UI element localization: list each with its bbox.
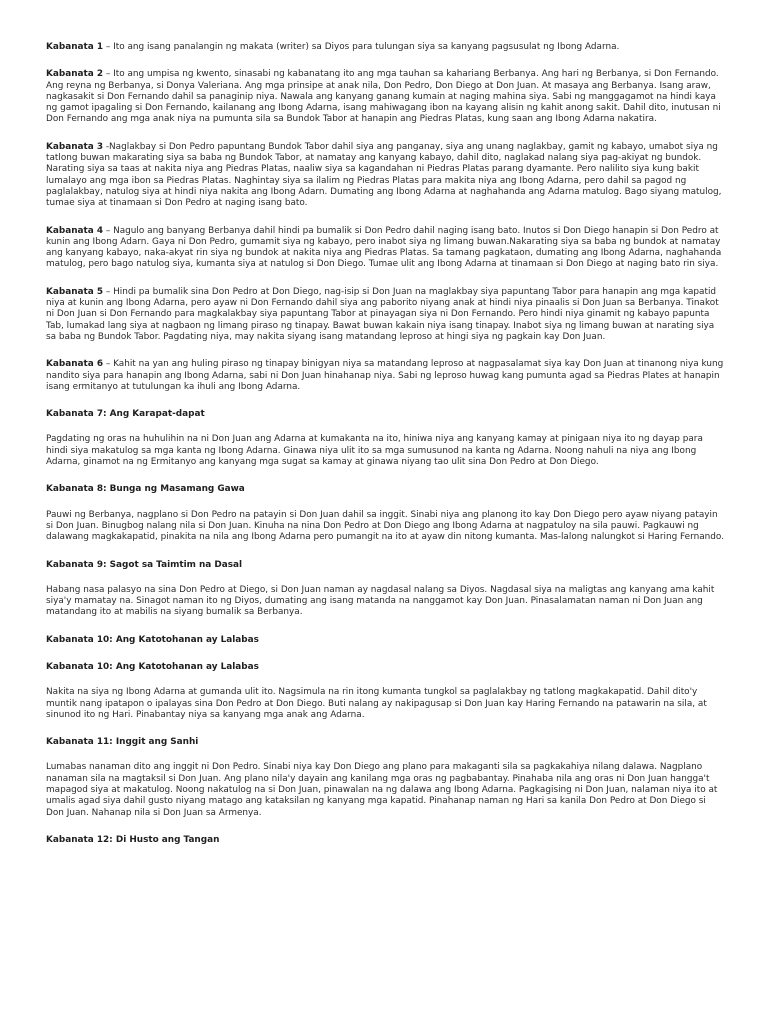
paragraph-text: – Ito ang umpisa ng kwento, sinasabi ng kabanatang ito ang mga tauhan sa kahariang Berbanya. Ang hari ng Berbanya, si Don Fernando. Ang reyna ng Berbanya, si Donya Valeriana. Ang mga prinsipe at anak nila, Don Pedro, Don Diego at Don Juan. At masaya ang Berbanya. Isang araw, nagkasakit si Don Fernando dahil sa panaginip niya. Nawala ang kanyang ganang kumain at naging mahina siya. Sabi ng manggagamot na hindi kaya ng gamot ipagaling si Don Fernando, kailanang ang Ibong Adarna, isang mahiwagang ibon na kayang alisin ng kahit anong sakit. Dahil dito, inutusan ni Don Fernando ang mga anak niya na pumunta sila sa Bundok Tabor at hanapin ang Piedras Platas, kung saan ang Ibong Adarna nakatira.: [46, 69, 721, 125]
paragraph-kabanata-3: [46, 142, 726, 210]
paragraph-text: – Ito ang isang panalangin ng makata (writer) sa Diyos para tulungan siya sa kanyang pagsusulat ng Ibong Adarna.: [103, 42, 620, 52]
chapter-heading-9: Kabanata 9: Sagot sa Taimtim na Dasal: [46, 559, 243, 570]
spacer: [46, 420, 726, 434]
paragraph-kabanata-1: [46, 42, 726, 53]
paragraph-kabanata-4: [46, 226, 726, 271]
spacer: [46, 544, 726, 560]
chapter-heading-11: Kabanata 11: Inggit ang Sanhi: [46, 737, 199, 748]
spacer: [46, 210, 726, 226]
spacer: [46, 271, 726, 287]
spacer: [46, 721, 726, 737]
chapter-label: Kabanata 1: [46, 42, 104, 52]
paragraph-kabanata-7: Pagdating ng oras na huhulihin na ni Don Juan ang Adarna at kumakanta na ito, hiniwa niya ang kanyang kamay at pinigaan niya ito ng dayap para hindi siya makatulog sa mga kanta ng Ibong Adarna. Ginawa niya ulit ito sa mga sumusunod na kanta ng Adarna. Noong nahuli na niya ang Ibong Adarna, ginamot na ng Ermitanyo ang kanyang mga sugat sa kamay at ginawa niyang tao ulit sina Don Pedro at Don Diego.: [46, 434, 703, 468]
chapter-heading-10-repeat: Kabanata 10: Ang Katotohanan ay Lalabas: [46, 661, 259, 672]
spacer: [46, 53, 726, 69]
chapter-heading-12: Kabanata 12: Di Husto ang Tangan: [46, 834, 220, 845]
paragraph-kabanata-5: [46, 287, 726, 343]
paragraph-kabanata-10: Nakita na siya ng Ibong Adarna at gumanda ulit ito. Nagsimula na rin itong kumanta tungkol sa paglalakbay ng tatlong magkakapatid. Dahil dito'y muntik nang ipatapon o ipalayas sina Don Pedro at Don Diego. Buti nalang ay nakipagusap si Don Juan kay Haring Fernando na patawarin na sila, at sinunod ito ng Hari. Pinabantay niya sa kanyang mga anak ang Adarna.: [46, 687, 707, 720]
chapter-label: Kabanata 2: [46, 69, 104, 80]
chapter-label: Kabanata 3: [46, 141, 104, 152]
spacer: [46, 496, 726, 510]
spacer: [46, 819, 726, 835]
chapter-label: Kabanata 5: [46, 286, 104, 297]
paragraph-kabanata-11: Lumabas nanaman dito ang inggit ni Don Pedro. Sinabi niya kay Don Diego ang plano para makaganti sila sa pagkakahiya nilang dalawa. Nagplano nanaman sila na magtaksil si Don Juan. Ang plano nila'y dayain ang kanilang mga oras ng pagbabantay. Pinahaba nila ang oras ni Don Juan hangga't mapagod siya at makatulog. Noong nakatulog na si Don Juan, pinawalan na ng dalawa ang Ibong Adarna. Pagkagising ni Don Juan, nalaman niya ito at umalis agad siya dahil gusto niyang matago ang kataksilan ng kanyang mga kapatid. Pinahanap naman ng Hari sa kanila Don Pedro at Don Diego si Don Juan. Nahanap nila si Don Juan sa Armenya.: [46, 762, 718, 818]
chapter-heading-7: Kabanata 7: Ang Karapat-dapat: [46, 409, 205, 420]
spacer: [46, 571, 726, 585]
spacer: [46, 673, 726, 687]
spacer: [46, 468, 726, 484]
paragraph-text: – Kahit na yan ang huling piraso ng tinapay binigyan niya sa matandang leproso at nagpasalamat siya kay Don Juan at tinanong niya kung nandito siya para hanapin ang Ibong Adarna, sabi ni Don Juan hinahanap niya. Sabi ng leproso huwag kang pumunta agad sa Piedras Plates at hanapin isang ermitanyo at tutulungan ka ihuli ang Ibong Adarna.: [46, 359, 724, 392]
spacer: [46, 619, 726, 635]
chapter-label: Kabanata 4: [46, 225, 104, 236]
chapter-label: Kabanata 6: [46, 359, 104, 370]
paragraph-text: – Nagulo ang banyang Berbanya dahil hindi pa bumalik si Don Pedro dahil naging isang bato. Inutos si Don Diego hanapin si Don Pedro at kunin ang Ibong Adarn. Gaya ni Don Pedro, gumamit siya ng kabayo, pero inabot siya ng limang buwan.Nakarating siya sa baba ng bundok at namatay ang kanyang kabayo, naka-akyat rin siya ng bundok at nakita niya ang Piedras Platas. Sa tamang pagkataon, dumating ang Ibong Adarna, naghahanda matulog, pero bago natulog siya, kumanta siya at natulog si Don Diego. Tumae ulit ang Ibong Adarna at tinamaan si Don Diego at naging bato rin siya.: [46, 225, 722, 270]
paragraph-kabanata-8: Pauwi ng Berbanya, nagplano si Don Pedro na patayin si Don Juan dahil sa inggit. Sinabi niya ang planong ito kay Don Diego pero ayaw niyang patayin si Don Juan. Binugbog nalang nila si Don Juan. Kinuha na nina Don Pedro at Don Diego ang Ibong Adarna at nagpatuloy na sila pauwi. Pagkauwi ng dalawang magkakapatid, pinakita na nila ang Ibong Adarna pero pumangit na ito at ayaw din nitong kumanta. Mas-lalong nalungkot si Haring Fernando.: [46, 509, 725, 543]
chapter-heading-8: Kabanata 8: Bunga ng Masamang Gawa: [46, 484, 245, 495]
spacer: [46, 343, 726, 359]
spacer: [46, 126, 726, 142]
spacer: [46, 646, 726, 662]
paragraph-text: -Naglakbay si Don Pedro papuntang Bundok Tabor dahil siya ang panganay, siya ang unang naglakbay, gamit ng kabayo, umabot siya ng tatlong buwan makarating siya sa baba ng Bundok Tabor, at namatay ang kanyang kabayo, dahil dito, naglakad nalang siya pag-akiyat ng bundok. Narating siya sa taas at nakita niya ang Piedras Platas, naaliw siya sa kagandahan ni Piedras Platas parang dyamante. Pero nalilito siya kung bakit lumalayo ang mga ibon sa Piedras Platas. Naghintay siya sa ilalim ng Piedras Platas para makita niya ang Ibong Adarna, pero dahil sa pagod ng paglalakbay, natulog siya at hindi niya nakita ang Ibong Adarn. Dumating ang Ibong Adarna at naghahanda ang Adarna matulog. Bago siyang matulog, tumae siya at tinamaan si Don Pedro at naging isang bato.: [46, 141, 722, 209]
chapter-heading-10: Kabanata 10: Ang Katotohanan ay Lalabas: [46, 634, 259, 645]
paragraph-kabanata-6: [46, 359, 726, 393]
paragraph-kabanata-2: [46, 69, 726, 125]
spacer: [46, 748, 726, 762]
paragraph-text: – Hindi pa bumalik sina Don Pedro at Don Diego, nag-isip si Don Juan na maglakbay siya papuntang Tabor para hanapin ang mga kapatid niya at kunin ang Ibong Adarna, pero ayaw ni Don Fernando dahil siya ang paborito niyang anak at hindi niya pinaalis si Don Juan sa Berbanya. Tinakot ni Don Juan si Don Fernando para magkalakbay siya papuntang Tabor at pinayagan siya ni Don Fernando. Pero hindi niya ginamit ng kabayo papunta Tab, lumakad lang siya at nagbaon ng limang piraso ng tinapay. Bawat buwan kakain niya isang tinapay. Inabot siya ng limang buwan at narating siya sa baba ng Bundok Tabor. Pagdating niya, may nakita siyang isang matandang leproso at hingi siya ng pagkain kay Don Juan.: [46, 286, 719, 342]
spacer: [46, 393, 726, 409]
paragraph-kabanata-9: Habang nasa palasyo na sina Don Pedro at Diego, si Don Juan naman ay nagdasal nalang sa Diyos. Nagdasal siya na maligtas ang kanyang ama kahit siya'y mamatay na. Sinagot naman ito ng Diyos, dumating ang isang matanda na nanggamot kay Don Juan. Pinasalamatan naman ni Don Juan ang matandang ito at mabilis na siyang bumalik sa Berbanya.: [46, 584, 715, 618]
